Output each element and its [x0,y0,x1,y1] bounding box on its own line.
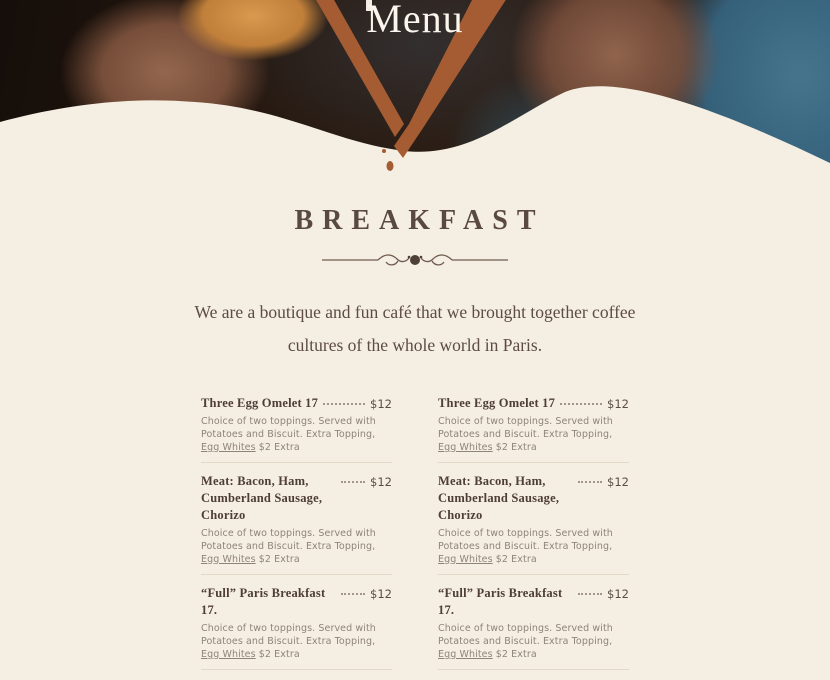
menu-item-description [438,527,629,566]
menu-item [438,585,629,670]
description-text: $2 Extra [255,441,300,453]
menu-item-header [438,473,629,524]
dotted-leader [341,585,365,595]
menu-item-header [201,473,392,524]
menu-item-title: “Full” Paris Breakfast 17. [438,585,563,617]
description-text: Choice of two toppings. Served with Potatoes and Biscuit. Extra Topping, [438,527,613,552]
menu-item-header [438,585,629,619]
menu-item-header [201,585,392,619]
menu-item-price: $12 [370,586,392,601]
menu-item-price: $12 [370,474,392,489]
egg-whites-link[interactable]: Egg Whites [201,648,256,660]
menu-item-price: $12 [607,586,629,601]
menu-item-price: $12 [370,396,392,411]
egg-whites-link[interactable]: Egg Whites [201,553,256,565]
menu-item-title: Meat: Bacon, Ham, Cumberland Sausage, Chorizo [201,473,323,522]
menu-item-description [438,622,629,661]
menu-item [201,395,392,463]
menu-item-description [438,415,629,454]
hero-section [0,0,830,175]
description-text: $2 Extra [255,648,300,660]
description-text: $2 Extra [255,553,300,565]
section-heading: BREAKFAST [294,205,545,236]
menu-item-description [201,622,392,661]
egg-whites-link[interactable]: Egg Whites [438,441,493,453]
menu-column-left [201,395,392,680]
menu-item [201,473,392,575]
dotted-leader [560,395,602,405]
menu-item-price: $12 [607,474,629,489]
dotted-leader [578,473,602,483]
description-text: $2 Extra [492,648,537,660]
description-text: $2 Extra [492,441,537,453]
description-text: Choice of two toppings. Served with Potatoes and Biscuit. Extra Topping, [438,622,613,647]
dotted-leader [323,395,365,405]
menu-item-description [201,415,392,454]
description-text: Choice of two toppings. Served with Potatoes and Biscuit. Extra Topping, [438,415,613,440]
menu-item-title: “Full” Paris Breakfast 17. [201,585,326,617]
menu-column-right [438,395,629,680]
intro-text: We are a boutique and fun café that we brought together coffee cultures of the whole world in Paris. [194,302,636,356]
menu-item [438,395,629,463]
dotted-leader [578,585,602,595]
menu-item-title: Three Egg Omelet 17 [201,395,319,410]
dotted-leader [341,473,365,483]
breakfast-section [0,205,830,680]
menu-item-description [201,527,392,566]
menu-item [438,473,629,575]
flourish-divider-icon [322,247,508,273]
menu-item-header [438,395,629,412]
description-text: Choice of two toppings. Served with Potatoes and Biscuit. Extra Topping, [201,622,376,647]
description-text: Choice of two toppings. Served with Potatoes and Biscuit. Extra Topping, [201,527,376,552]
menu-grid [201,395,629,680]
menu-item-price: $12 [607,396,629,411]
hero-title: Menu [366,0,464,41]
description-text: $2 Extra [492,553,537,565]
description-text: Choice of two toppings. Served with Potatoes and Biscuit. Extra Topping, [201,415,376,440]
egg-whites-link[interactable]: Egg Whites [438,648,493,660]
menu-item [201,585,392,670]
egg-whites-link[interactable]: Egg Whites [201,441,256,453]
menu-item-title: Meat: Bacon, Ham, Cumberland Sausage, Chorizo [438,473,560,522]
menu-item-header [201,395,392,412]
menu-item-title: Three Egg Omelet 17 [438,395,556,410]
egg-whites-link[interactable]: Egg Whites [438,553,493,565]
